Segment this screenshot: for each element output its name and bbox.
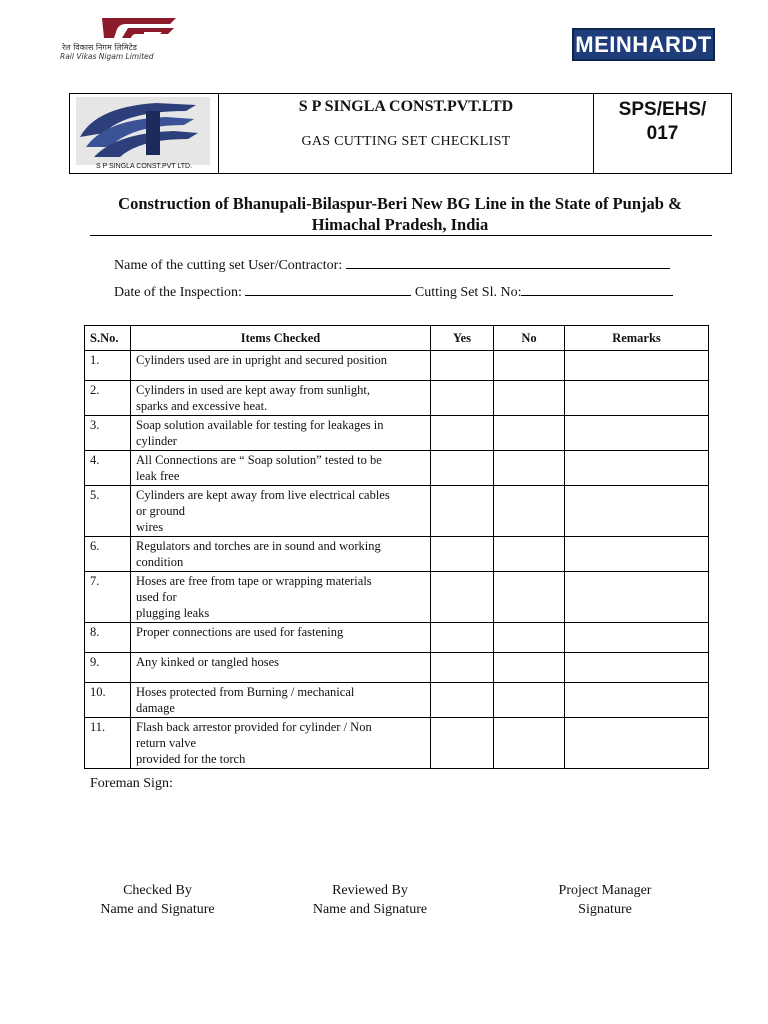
checked-by-sub: Name and Signature [100, 902, 215, 917]
project-title-line1: Construction of Bhanupali-Bilaspur-Beri New BG Line in the State of Punjab & [118, 194, 682, 213]
document-code [594, 98, 731, 146]
document-code-line2: 017 [646, 123, 679, 144]
table-row [85, 451, 709, 486]
table-header-row [85, 326, 709, 351]
row-remarks-cell[interactable] [565, 486, 709, 537]
header-sno: S.No. [85, 326, 131, 351]
header-items-checked: Items Checked [131, 326, 431, 351]
inspection-date-blank[interactable] [245, 282, 411, 296]
header-remarks: Remarks [565, 326, 709, 351]
row-item: Cylinders are kept away from live electrical cables or ground wires [131, 486, 431, 537]
project-title-line2: Himachal Pradesh, India [311, 215, 489, 234]
row-item: Hoses are free from tape or wrapping materials used for plugging leaks [131, 572, 431, 623]
rvnl-logo [58, 14, 198, 62]
table-row [85, 623, 709, 653]
header-box [69, 93, 732, 174]
row-remarks-cell[interactable] [565, 683, 709, 718]
header-yes: Yes [431, 326, 494, 351]
row-yes-cell[interactable] [431, 381, 494, 416]
inspection-fields [114, 282, 673, 301]
table-row [85, 351, 709, 381]
row-yes-cell[interactable] [431, 486, 494, 537]
row-yes-cell[interactable] [431, 718, 494, 769]
row-item: Cylinders used are in upright and secured position [131, 351, 431, 381]
table-row [85, 486, 709, 537]
header-no: No [494, 326, 565, 351]
row-no-cell[interactable] [494, 623, 565, 653]
contractor-label: Name of the cutting set User/Contractor: [114, 258, 343, 273]
row-yes-cell[interactable] [431, 653, 494, 683]
table-row [85, 572, 709, 623]
row-no-cell[interactable] [494, 683, 565, 718]
row-no-cell[interactable] [494, 451, 565, 486]
document-code-line1: SPS/EHS/ [618, 99, 707, 120]
row-yes-cell[interactable] [431, 623, 494, 653]
row-sno: 10. [85, 683, 131, 718]
row-sno: 3. [85, 416, 131, 451]
row-no-cell[interactable] [494, 416, 565, 451]
row-remarks-cell[interactable] [565, 653, 709, 683]
row-sno: 7. [85, 572, 131, 623]
row-no-cell[interactable] [494, 653, 565, 683]
company-logo [76, 97, 210, 165]
project-manager-label: Project Manager [558, 883, 652, 898]
row-item: Cylinders in used are kept away from sunlight, sparks and excessive heat. [131, 381, 431, 416]
row-remarks-cell[interactable] [565, 416, 709, 451]
serial-no-label: Cutting Set Sl. No: [414, 285, 522, 300]
row-yes-cell[interactable] [431, 537, 494, 572]
company-logo-caption: S P SINGLA CONST.PVT LTD. [95, 163, 193, 170]
row-no-cell[interactable] [494, 351, 565, 381]
checklist-table [84, 325, 709, 769]
rvnl-hindi-text: रेल विकास निगम लिमिटेड [62, 43, 137, 52]
rvnl-english-text: Rail Vikas Nigam Limited [60, 52, 154, 61]
checked-by-block [80, 881, 235, 919]
table-row [85, 416, 709, 451]
reviewed-by-sub: Name and Signature [312, 902, 428, 917]
row-sno: 1. [85, 351, 131, 381]
row-sno: 8. [85, 623, 131, 653]
row-sno: 2. [85, 381, 131, 416]
row-remarks-cell[interactable] [565, 381, 709, 416]
table-row [85, 683, 709, 718]
foreman-sign-label: Foreman Sign: [90, 776, 173, 791]
document-title: GAS CUTTING SET CHECKLIST [301, 134, 511, 149]
row-no-cell[interactable] [494, 486, 565, 537]
row-sno: 5. [85, 486, 131, 537]
contractor-field [114, 255, 670, 274]
project-manager-sub: Signature [578, 902, 632, 917]
checked-by-label: Checked By [123, 883, 192, 898]
row-item: Soap solution available for testing for leakages in cylinder [131, 416, 431, 451]
row-yes-cell[interactable] [431, 451, 494, 486]
row-yes-cell[interactable] [431, 683, 494, 718]
table-row [85, 718, 709, 769]
row-item: Regulators and torches are in sound and working condition [131, 537, 431, 572]
row-remarks-cell[interactable] [565, 623, 709, 653]
project-manager-block [530, 881, 680, 919]
reviewed-by-block [290, 881, 450, 919]
row-item: Any kinked or tangled hoses [131, 653, 431, 683]
row-item: Proper connections are used for fastening [131, 623, 431, 653]
row-remarks-cell[interactable] [565, 572, 709, 623]
row-no-cell[interactable] [494, 718, 565, 769]
project-title [90, 193, 710, 235]
row-sno: 6. [85, 537, 131, 572]
row-yes-cell[interactable] [431, 572, 494, 623]
row-sno: 9. [85, 653, 131, 683]
company-name: S P SINGLA CONST.PVT.LTD [298, 98, 514, 115]
row-no-cell[interactable] [494, 537, 565, 572]
row-remarks-cell[interactable] [565, 718, 709, 769]
table-row [85, 381, 709, 416]
row-remarks-cell[interactable] [565, 351, 709, 381]
table-row [85, 653, 709, 683]
reviewed-by-label: Reviewed By [332, 883, 408, 898]
meinhardt-logo [572, 28, 715, 61]
row-item: Hoses protected from Burning / mechanical damage [131, 683, 431, 718]
row-sno: 11. [85, 718, 131, 769]
meinhardt-logo-text: MEINHARDT [575, 31, 712, 57]
contractor-blank[interactable] [346, 255, 670, 269]
serial-no-blank[interactable] [521, 282, 673, 296]
row-remarks-cell[interactable] [565, 537, 709, 572]
row-item: All Connections are “ Soap solution” tested to be leak free [131, 451, 431, 486]
row-yes-cell[interactable] [431, 416, 494, 451]
row-remarks-cell[interactable] [565, 451, 709, 486]
row-item: Flash back arrestor provided for cylinder / Non return valve provided for the torch [131, 718, 431, 769]
row-sno: 4. [85, 451, 131, 486]
row-no-cell[interactable] [494, 572, 565, 623]
table-row [85, 537, 709, 572]
row-yes-cell[interactable] [431, 351, 494, 381]
inspection-date-label: Date of the Inspection: [114, 285, 242, 300]
row-no-cell[interactable] [494, 381, 565, 416]
title-underline [90, 235, 712, 236]
